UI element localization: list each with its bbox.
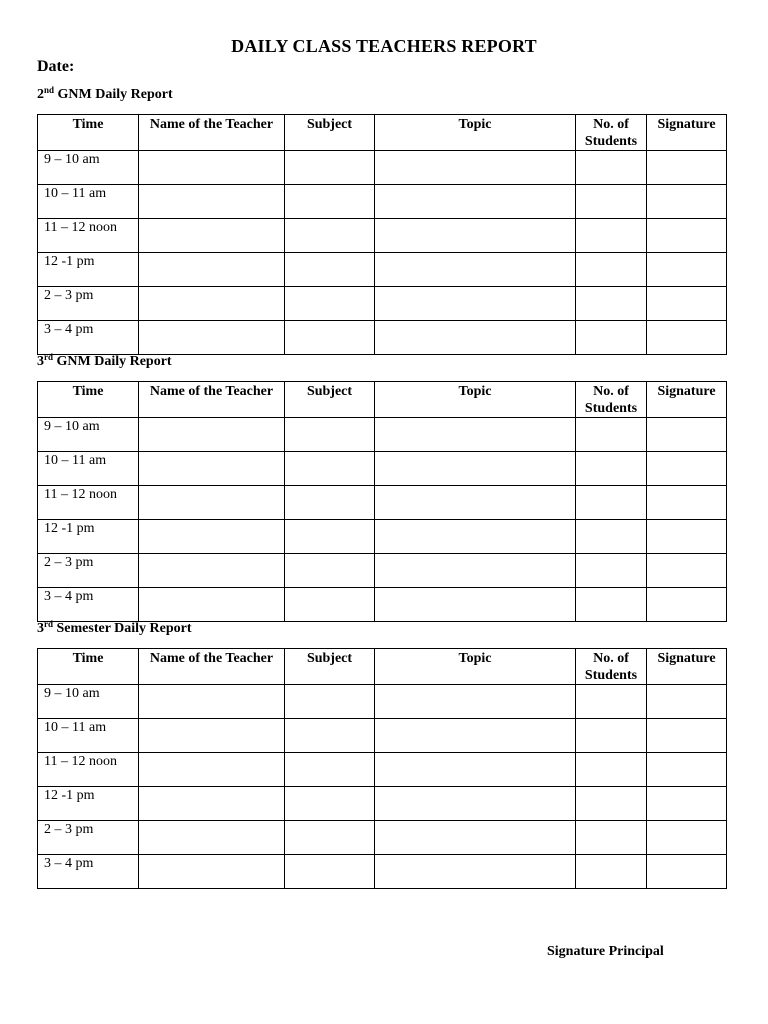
teacher-name-cell[interactable] <box>139 520 285 554</box>
topic-cell[interactable] <box>375 287 576 321</box>
date-label: Date: <box>37 58 75 75</box>
time-slot-cell: 11 – 12 noon <box>38 753 139 787</box>
table-row <box>38 321 727 355</box>
topic-cell[interactable] <box>375 821 576 855</box>
teacher-name-cell[interactable] <box>139 185 285 219</box>
column-header-time: Time <box>38 115 139 151</box>
table-row <box>38 185 727 219</box>
students-count-cell[interactable] <box>576 486 647 520</box>
teacher-name-cell[interactable] <box>139 855 285 889</box>
column-header-signature: Signature <box>647 115 727 151</box>
column-header-subject: Subject <box>285 649 375 685</box>
section-number: 3 <box>37 354 44 369</box>
column-header-topic: Topic <box>375 115 576 151</box>
subject-cell[interactable] <box>285 486 375 520</box>
topic-cell[interactable] <box>375 452 576 486</box>
time-slot-cell: 12 -1 pm <box>38 787 139 821</box>
signature-cell[interactable] <box>647 151 727 185</box>
teacher-name-cell[interactable] <box>139 787 285 821</box>
students-count-cell[interactable] <box>576 185 647 219</box>
students-count-cell[interactable] <box>576 418 647 452</box>
section-ordinal-suffix: nd <box>44 85 55 95</box>
time-slot-cell: 3 – 4 pm <box>38 588 139 622</box>
table-row <box>38 486 727 520</box>
section-number: 2 <box>37 87 44 102</box>
students-count-cell[interactable] <box>576 821 647 855</box>
topic-cell[interactable] <box>375 588 576 622</box>
teacher-name-cell[interactable] <box>139 253 285 287</box>
section-title: GNM Daily Report <box>57 87 173 102</box>
teacher-name-cell[interactable] <box>139 554 285 588</box>
teacher-name-cell[interactable] <box>139 753 285 787</box>
students-count-cell[interactable] <box>576 151 647 185</box>
signature-cell[interactable] <box>647 486 727 520</box>
column-header-subject: Subject <box>285 382 375 418</box>
signature-cell[interactable] <box>647 185 727 219</box>
teacher-name-cell[interactable] <box>139 588 285 622</box>
teacher-name-cell[interactable] <box>139 321 285 355</box>
section-ordinal-suffix: rd <box>44 352 53 362</box>
section-number: 3 <box>37 621 44 636</box>
signature-cell[interactable] <box>647 787 727 821</box>
teacher-name-cell[interactable] <box>139 219 285 253</box>
column-header-time: Time <box>38 649 139 685</box>
section-title: GNM Daily Report <box>56 354 172 369</box>
topic-cell[interactable] <box>375 554 576 588</box>
teacher-name-cell[interactable] <box>139 151 285 185</box>
subject-cell[interactable] <box>285 719 375 753</box>
signature-cell[interactable] <box>647 855 727 889</box>
students-count-cell[interactable] <box>576 685 647 719</box>
signature-cell[interactable] <box>647 520 727 554</box>
signature-cell[interactable] <box>647 219 727 253</box>
time-slot-cell: 2 – 3 pm <box>38 554 139 588</box>
table-row <box>38 151 727 185</box>
column-header-teacher: Name of the Teacher <box>139 115 285 151</box>
subject-cell[interactable] <box>285 185 375 219</box>
section-heading-1 <box>37 86 173 104</box>
time-slot-cell: 12 -1 pm <box>38 253 139 287</box>
table-row <box>38 588 727 622</box>
time-slot-cell: 9 – 10 am <box>38 418 139 452</box>
signature-cell[interactable] <box>647 452 727 486</box>
section-heading-3 <box>37 620 192 638</box>
table-row <box>38 855 727 889</box>
topic-cell[interactable] <box>375 855 576 889</box>
teacher-name-cell[interactable] <box>139 418 285 452</box>
students-count-cell[interactable] <box>576 855 647 889</box>
table-row <box>38 554 727 588</box>
report-table-1 <box>37 114 727 355</box>
teacher-name-cell[interactable] <box>139 719 285 753</box>
table-row <box>38 719 727 753</box>
subject-cell[interactable] <box>285 554 375 588</box>
topic-cell[interactable] <box>375 753 576 787</box>
subject-cell[interactable] <box>285 685 375 719</box>
subject-cell[interactable] <box>285 855 375 889</box>
time-slot-cell: 2 – 3 pm <box>38 287 139 321</box>
students-count-cell[interactable] <box>576 452 647 486</box>
signature-cell[interactable] <box>647 719 727 753</box>
table-row <box>38 821 727 855</box>
time-slot-cell: 3 – 4 pm <box>38 321 139 355</box>
column-header-teacher: Name of the Teacher <box>139 382 285 418</box>
table-row <box>38 418 727 452</box>
students-count-cell[interactable] <box>576 753 647 787</box>
students-count-cell[interactable] <box>576 554 647 588</box>
subject-cell[interactable] <box>285 787 375 821</box>
column-header-students: No. of Students <box>576 115 647 151</box>
time-slot-cell: 12 -1 pm <box>38 520 139 554</box>
students-count-cell[interactable] <box>576 719 647 753</box>
students-count-cell[interactable] <box>576 219 647 253</box>
topic-cell[interactable] <box>375 787 576 821</box>
topic-cell[interactable] <box>375 321 576 355</box>
signature-cell[interactable] <box>647 253 727 287</box>
subject-cell[interactable] <box>285 418 375 452</box>
table-row <box>38 787 727 821</box>
table-header-row <box>38 115 727 151</box>
principal-signature-label: Signature Principal <box>547 944 664 959</box>
topic-cell[interactable] <box>375 219 576 253</box>
column-header-time: Time <box>38 382 139 418</box>
teacher-name-cell[interactable] <box>139 486 285 520</box>
report-table-3 <box>37 648 727 889</box>
table-row <box>38 287 727 321</box>
column-header-topic: Topic <box>375 649 576 685</box>
table-row <box>38 452 727 486</box>
students-count-cell[interactable] <box>576 520 647 554</box>
topic-cell[interactable] <box>375 486 576 520</box>
signature-cell[interactable] <box>647 588 727 622</box>
students-count-cell[interactable] <box>576 787 647 821</box>
topic-cell[interactable] <box>375 185 576 219</box>
column-header-subject: Subject <box>285 115 375 151</box>
topic-cell[interactable] <box>375 418 576 452</box>
table-row <box>38 520 727 554</box>
subject-cell[interactable] <box>285 821 375 855</box>
teacher-name-cell[interactable] <box>139 821 285 855</box>
time-slot-cell: 10 – 11 am <box>38 185 139 219</box>
time-slot-cell: 3 – 4 pm <box>38 855 139 889</box>
column-header-teacher: Name of the Teacher <box>139 649 285 685</box>
subject-cell[interactable] <box>285 287 375 321</box>
subject-cell[interactable] <box>285 151 375 185</box>
table-row <box>38 753 727 787</box>
subject-cell[interactable] <box>285 753 375 787</box>
signature-cell[interactable] <box>647 418 727 452</box>
subject-cell[interactable] <box>285 253 375 287</box>
column-header-signature: Signature <box>647 382 727 418</box>
topic-cell[interactable] <box>375 151 576 185</box>
signature-cell[interactable] <box>647 287 727 321</box>
topic-cell[interactable] <box>375 253 576 287</box>
table-row <box>38 219 727 253</box>
section-heading-2 <box>37 353 172 371</box>
time-slot-cell: 11 – 12 noon <box>38 486 139 520</box>
students-count-cell[interactable] <box>576 321 647 355</box>
table-header-row <box>38 649 727 685</box>
subject-cell[interactable] <box>285 321 375 355</box>
subject-cell[interactable] <box>285 520 375 554</box>
time-slot-cell: 10 – 11 am <box>38 452 139 486</box>
subject-cell[interactable] <box>285 219 375 253</box>
topic-cell[interactable] <box>375 520 576 554</box>
subject-cell[interactable] <box>285 452 375 486</box>
topic-cell[interactable] <box>375 685 576 719</box>
topic-cell[interactable] <box>375 719 576 753</box>
section-title: Semester Daily Report <box>56 621 192 636</box>
report-table-2 <box>37 381 727 622</box>
signature-cell[interactable] <box>647 321 727 355</box>
column-header-students: No. of Students <box>576 382 647 418</box>
time-slot-cell: 10 – 11 am <box>38 719 139 753</box>
time-slot-cell: 11 – 12 noon <box>38 219 139 253</box>
teacher-name-cell[interactable] <box>139 685 285 719</box>
signature-cell[interactable] <box>647 554 727 588</box>
column-header-topic: Topic <box>375 382 576 418</box>
students-count-cell[interactable] <box>576 588 647 622</box>
column-header-students: No. of Students <box>576 649 647 685</box>
section-ordinal-suffix: rd <box>44 619 53 629</box>
teacher-name-cell[interactable] <box>139 287 285 321</box>
column-header-signature: Signature <box>647 649 727 685</box>
time-slot-cell: 9 – 10 am <box>38 151 139 185</box>
time-slot-cell: 2 – 3 pm <box>38 821 139 855</box>
signature-cell[interactable] <box>647 821 727 855</box>
students-count-cell[interactable] <box>576 287 647 321</box>
signature-cell[interactable] <box>647 685 727 719</box>
students-count-cell[interactable] <box>576 253 647 287</box>
signature-cell[interactable] <box>647 753 727 787</box>
table-header-row <box>38 382 727 418</box>
time-slot-cell: 9 – 10 am <box>38 685 139 719</box>
table-row <box>38 685 727 719</box>
table-row <box>38 253 727 287</box>
subject-cell[interactable] <box>285 588 375 622</box>
teacher-name-cell[interactable] <box>139 452 285 486</box>
report-title: DAILY CLASS TEACHERS REPORT <box>231 36 537 56</box>
